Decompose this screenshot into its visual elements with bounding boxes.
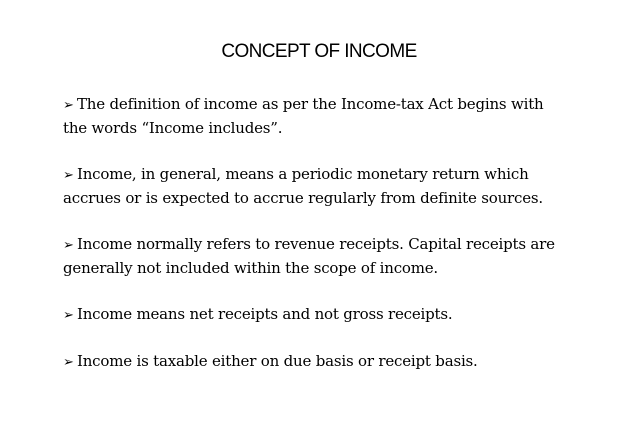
bullet-text: Income, in general, means a periodic monetary return which	[77, 165, 529, 183]
arrow-bullet-icon: ➢	[63, 355, 74, 370]
bullet-line	[63, 303, 623, 327]
bullet-item	[63, 350, 623, 374]
arrow-bullet-icon: ➢	[63, 308, 74, 323]
bullet-line	[63, 233, 623, 257]
bullet-text-continued: accrues or is expected to accrue regularly from definite sources.	[63, 189, 543, 207]
arrow-bullet-icon: ➢	[63, 168, 74, 183]
bullet-item	[63, 163, 623, 210]
bullet-line	[63, 350, 623, 374]
bullet-item	[63, 93, 623, 140]
slide-title: CONCEPT OF INCOME	[221, 41, 417, 62]
bullet-text: Income means net receipts and not gross receipts.	[77, 305, 453, 323]
bullet-item	[63, 233, 623, 280]
bullet-text-continued: generally not included within the scope of income.	[63, 259, 438, 277]
bullet-line	[63, 93, 623, 117]
bullet-item	[63, 303, 623, 327]
arrow-bullet-icon: ➢	[63, 98, 74, 113]
bullet-text: Income normally refers to revenue receipts. Capital receipts are	[77, 235, 555, 253]
bullet-list	[63, 93, 623, 374]
bullet-text: The definition of income as per the Income-tax Act begins with	[77, 95, 544, 113]
bullet-text-continued: the words “Income includes”.	[63, 119, 283, 137]
arrow-bullet-icon: ➢	[63, 238, 74, 253]
bullet-text: Income is taxable either on due basis or receipt basis.	[77, 352, 478, 370]
bullet-line	[63, 163, 623, 187]
